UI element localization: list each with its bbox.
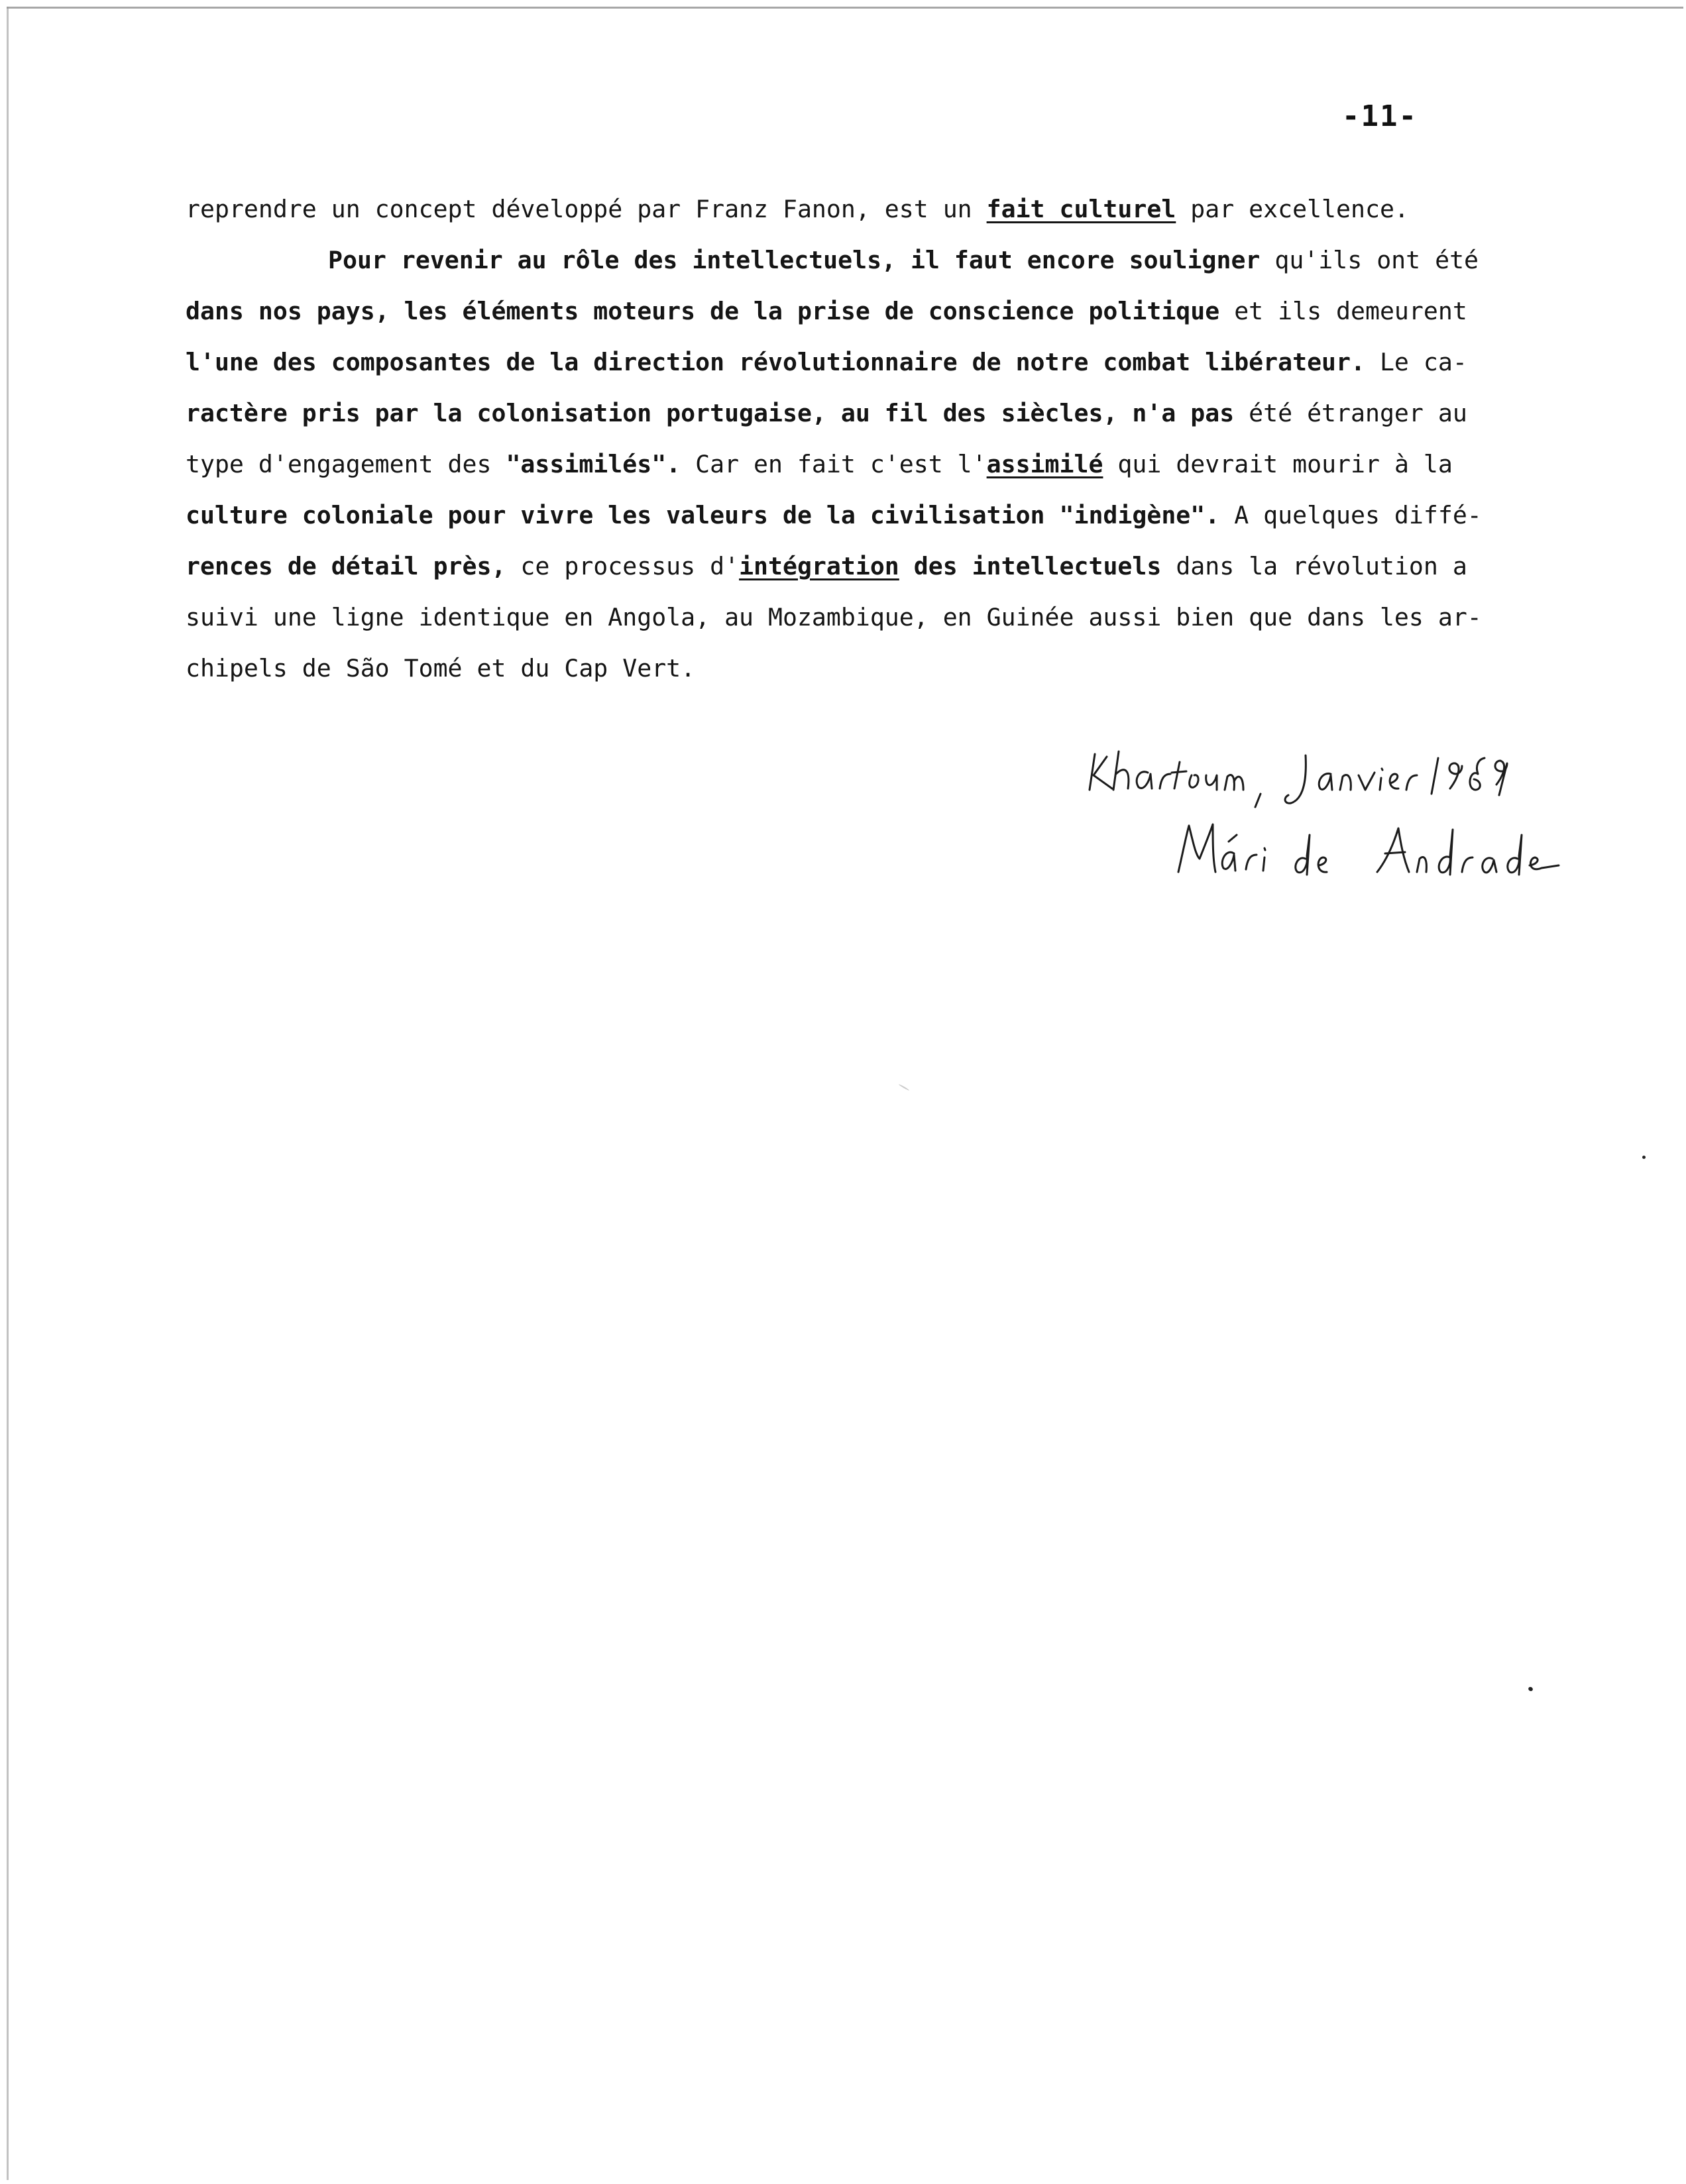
underlined-phrase: fait culturel <box>986 195 1176 223</box>
text-line <box>186 235 1584 286</box>
text-line <box>186 592 1584 643</box>
text-run: qu'ils ont été <box>1260 246 1479 274</box>
text-run: type d'engagement des <box>186 450 506 478</box>
text-run: par excellence. <box>1176 195 1409 223</box>
text-run: suivi une ligne identique en Angola, au Mozambique, en Guinée aussi bien <box>186 603 1235 631</box>
text-run: dans nos pays, les éléments moteurs de la prise de conscience politique <box>186 297 1220 325</box>
page-number: -11- <box>1342 99 1418 133</box>
text-run: qui devrait mourir à la <box>1103 450 1453 478</box>
underlined-phrase: intégration <box>739 552 899 580</box>
text-run: culture coloniale pour vivre les valeurs de la civilisation "indigène". <box>186 501 1220 529</box>
body-text <box>186 184 1584 694</box>
scan-speck <box>899 1084 910 1091</box>
text-line <box>186 643 1584 694</box>
text-line <box>186 286 1584 337</box>
text-run: rences de détail près, <box>186 552 506 580</box>
text-run: Le ca- <box>1365 348 1467 376</box>
text-line <box>186 337 1584 388</box>
text-run: dans la révolution a <box>1161 552 1467 580</box>
text-line <box>186 184 1584 235</box>
text-line <box>186 388 1584 439</box>
underlined-phrase: assimilé <box>986 450 1103 478</box>
text-line <box>186 439 1584 490</box>
text-run: que dans les ar- <box>1234 603 1482 631</box>
text-run: des intellectuels <box>899 552 1162 580</box>
text-run: et ils demeurent <box>1219 297 1467 325</box>
page-edge-left <box>7 7 9 2180</box>
text-line <box>186 541 1584 592</box>
text-run: Car en fait c'est l' <box>681 450 987 478</box>
text-run: été étranger au <box>1234 399 1467 427</box>
text-run: l'une des composantes de la direction révolutionnaire de notre combat libérateur. <box>186 348 1365 376</box>
text-run: reprendre un concept développé par Franz Fanon, est un <box>186 195 987 223</box>
signature-image <box>1087 742 1564 888</box>
handwritten-signature <box>1087 742 1564 888</box>
text-line <box>186 490 1584 541</box>
text-run: ce processus d' <box>506 552 740 580</box>
text-run: chipels de São Tomé et du Cap Vert. <box>186 654 696 682</box>
text-run: Pour revenir au rôle des intellectuels, il faut encore souligner <box>328 246 1261 274</box>
text-run: ractère pris par la colonisation portugaise, au fil des siècles, n'a pas <box>186 399 1235 427</box>
scan-speck <box>1642 1156 1646 1159</box>
text-run: "assimilés". <box>506 450 681 478</box>
text-run: A quelques diffé- <box>1219 501 1482 529</box>
scan-speck <box>1528 1686 1534 1692</box>
page-edge-top <box>7 7 1683 9</box>
